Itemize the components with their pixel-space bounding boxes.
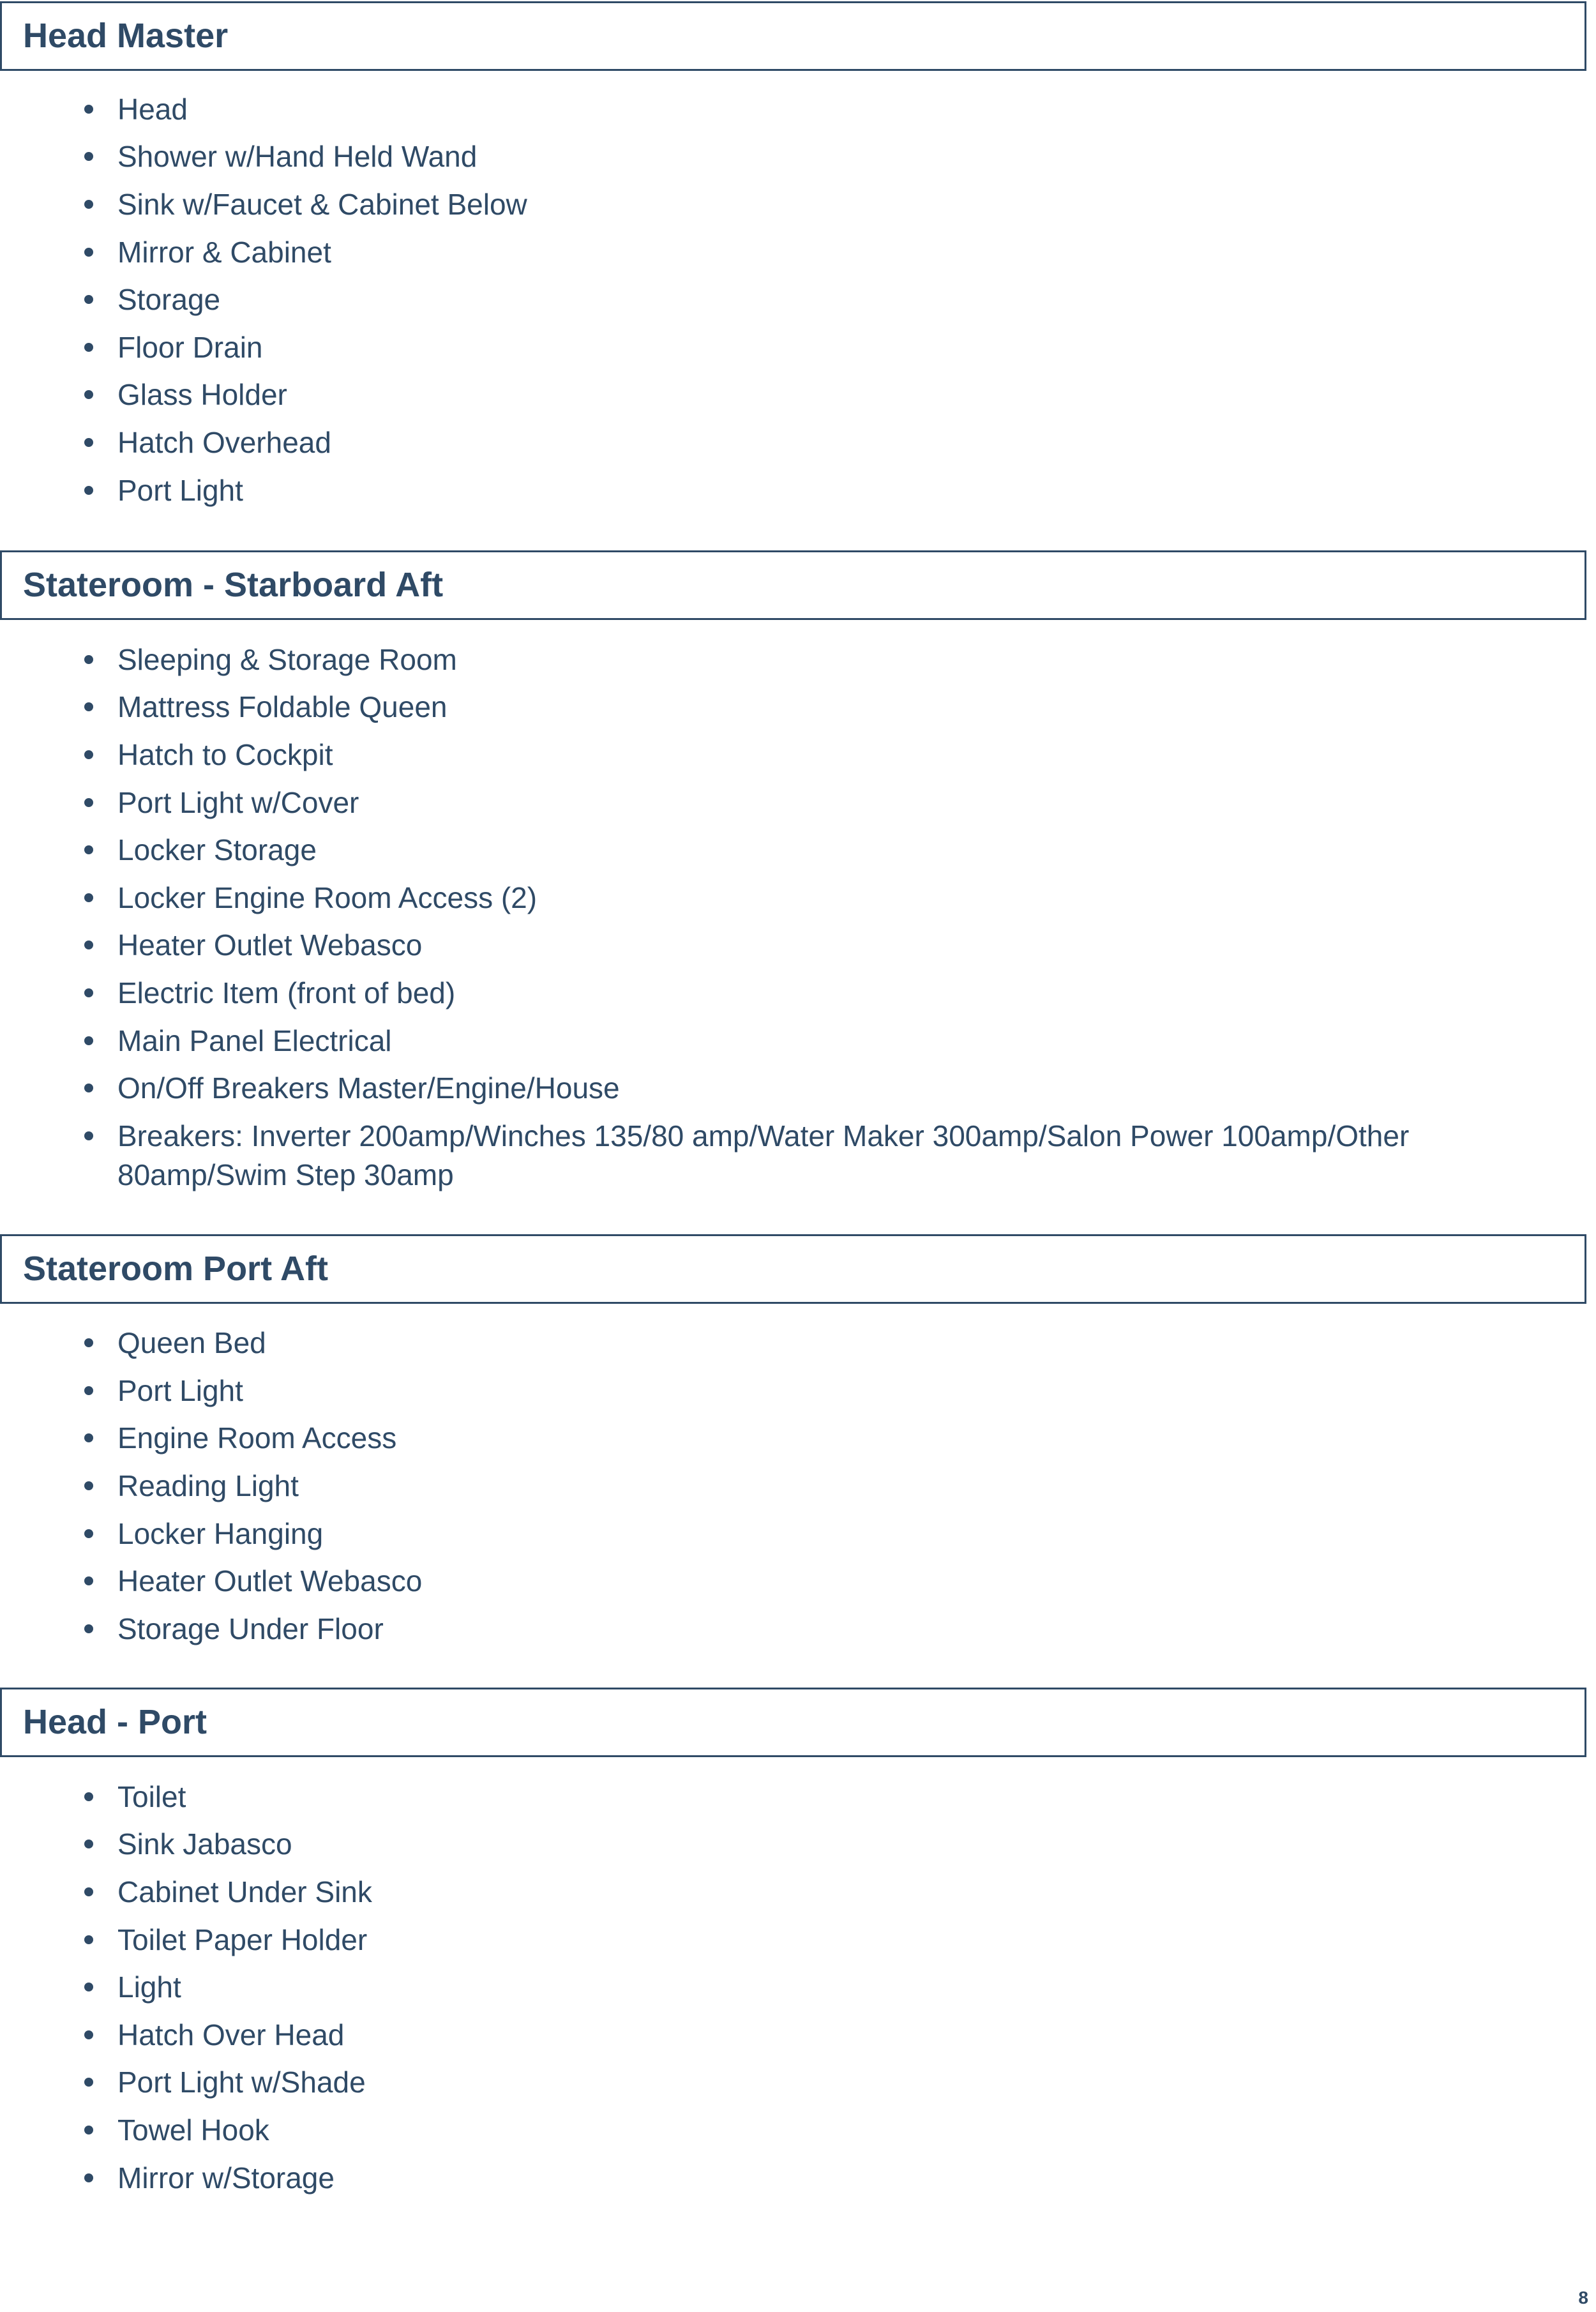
bullet-icon xyxy=(84,248,93,257)
bullet-icon xyxy=(84,655,93,664)
bullet-icon xyxy=(84,1433,93,1442)
bullet-icon xyxy=(84,152,93,161)
list-item: Mattress Foldable Queen xyxy=(117,690,448,723)
list-item: Sleeping & Storage Room xyxy=(117,643,457,676)
bullet-icon xyxy=(84,1338,93,1347)
list-item: Electric Item (front of bed) xyxy=(117,976,456,1009)
list-item: Queen Bed xyxy=(117,1326,266,1359)
section-header-head-master xyxy=(0,1,1586,71)
list-item: Reading Light xyxy=(117,1469,299,1502)
bullet-icon xyxy=(84,941,93,949)
list-item: Glass Holder xyxy=(117,378,287,411)
bullet-icon xyxy=(84,1935,93,1944)
list-item: Locker Storage xyxy=(117,833,317,866)
bullet-icon xyxy=(84,390,93,399)
bullet-icon xyxy=(84,1576,93,1585)
list-item: Engine Room Access xyxy=(117,1421,397,1454)
bullet-icon xyxy=(84,1386,93,1395)
section-header-head-port xyxy=(0,1688,1586,1757)
list-item: Hatch Over Head xyxy=(117,2018,345,2051)
list-item: Toilet Paper Holder xyxy=(117,1923,368,1956)
bullet-icon xyxy=(84,988,93,997)
section-header-stateroom-port-aft xyxy=(0,1234,1586,1304)
list-item: Light xyxy=(117,1970,181,2004)
bullet-icon xyxy=(84,1887,93,1896)
list-item: Port Light w/Shade xyxy=(117,2066,366,2099)
bullet-icon xyxy=(84,2173,93,2182)
bullet-icon xyxy=(84,1131,93,1140)
bullet-icon xyxy=(84,1624,93,1633)
bullet-icon xyxy=(84,2030,93,2039)
list-item: Sink Jabasco xyxy=(117,1827,292,1861)
bullet-icon xyxy=(84,438,93,447)
list-item: Locker Engine Room Access (2) xyxy=(117,881,538,914)
list-item: Hatch Overhead xyxy=(117,426,331,459)
section-title: Stateroom Port Aft xyxy=(23,1250,329,1288)
bullet-icon xyxy=(84,1529,93,1538)
bullet-icon xyxy=(84,295,93,304)
bullet-icon xyxy=(84,1840,93,1848)
section-title: Head Master xyxy=(23,17,229,55)
section-title: Head - Port xyxy=(23,1703,207,1741)
section-header-stateroom-starboard-aft xyxy=(0,550,1586,620)
bullet-icon xyxy=(84,1481,93,1490)
list-item: Heater Outlet Webasco xyxy=(117,928,423,962)
list-item: Hatch to Cockpit xyxy=(117,738,333,771)
bullet-icon xyxy=(84,845,93,854)
bullet-icon xyxy=(84,1036,93,1045)
page-number: 8 xyxy=(1578,2288,1588,2308)
list-item: Towel Hook xyxy=(117,2113,269,2147)
bullet-icon xyxy=(84,798,93,807)
list-item: Floor Drain xyxy=(117,331,263,364)
bullet-icon xyxy=(84,893,93,902)
bullet-icon xyxy=(84,105,93,114)
list-item: Cabinet Under Sink xyxy=(117,1875,372,1908)
list-item: Toilet xyxy=(117,1780,186,1813)
list-item: Storage Under Floor xyxy=(117,1612,384,1645)
bullet-icon xyxy=(84,1792,93,1801)
list-item: Mirror w/Storage xyxy=(117,2161,335,2195)
bullet-icon xyxy=(84,702,93,711)
bullet-icon xyxy=(84,2126,93,2134)
bullet-icon xyxy=(84,486,93,495)
list-item: Breakers: Inverter 200amp/Winches 135/80 amp/Water Maker 300amp/Salon Power 100amp/Other 80amp/Swim Step 30amp xyxy=(117,1119,1410,1191)
bullet-icon xyxy=(84,750,93,759)
list-item: Port Light xyxy=(117,474,243,507)
list-item: Locker Hanging xyxy=(117,1517,324,1550)
list-item: Port Light w/Cover xyxy=(117,786,359,819)
list-item: Heater Outlet Webasco xyxy=(117,1564,423,1598)
bullet-icon xyxy=(84,343,93,352)
list-item: Sink w/Faucet & Cabinet Below xyxy=(117,188,527,221)
bullet-icon xyxy=(84,200,93,209)
list-item: Main Panel Electrical xyxy=(117,1024,392,1057)
bullet-icon xyxy=(84,1983,93,1991)
bullet-icon xyxy=(84,1084,93,1092)
bullet-icon xyxy=(84,2078,93,2087)
list-item: Port Light xyxy=(117,1374,243,1407)
list-item: Head xyxy=(117,93,188,126)
list-item: Storage xyxy=(117,283,221,316)
list-item: Shower w/Hand Held Wand xyxy=(117,140,478,173)
list-item: On/Off Breakers Master/Engine/House xyxy=(117,1071,620,1105)
list-item: Mirror & Cabinet xyxy=(117,236,331,269)
section-title: Stateroom - Starboard Aft xyxy=(23,566,444,604)
